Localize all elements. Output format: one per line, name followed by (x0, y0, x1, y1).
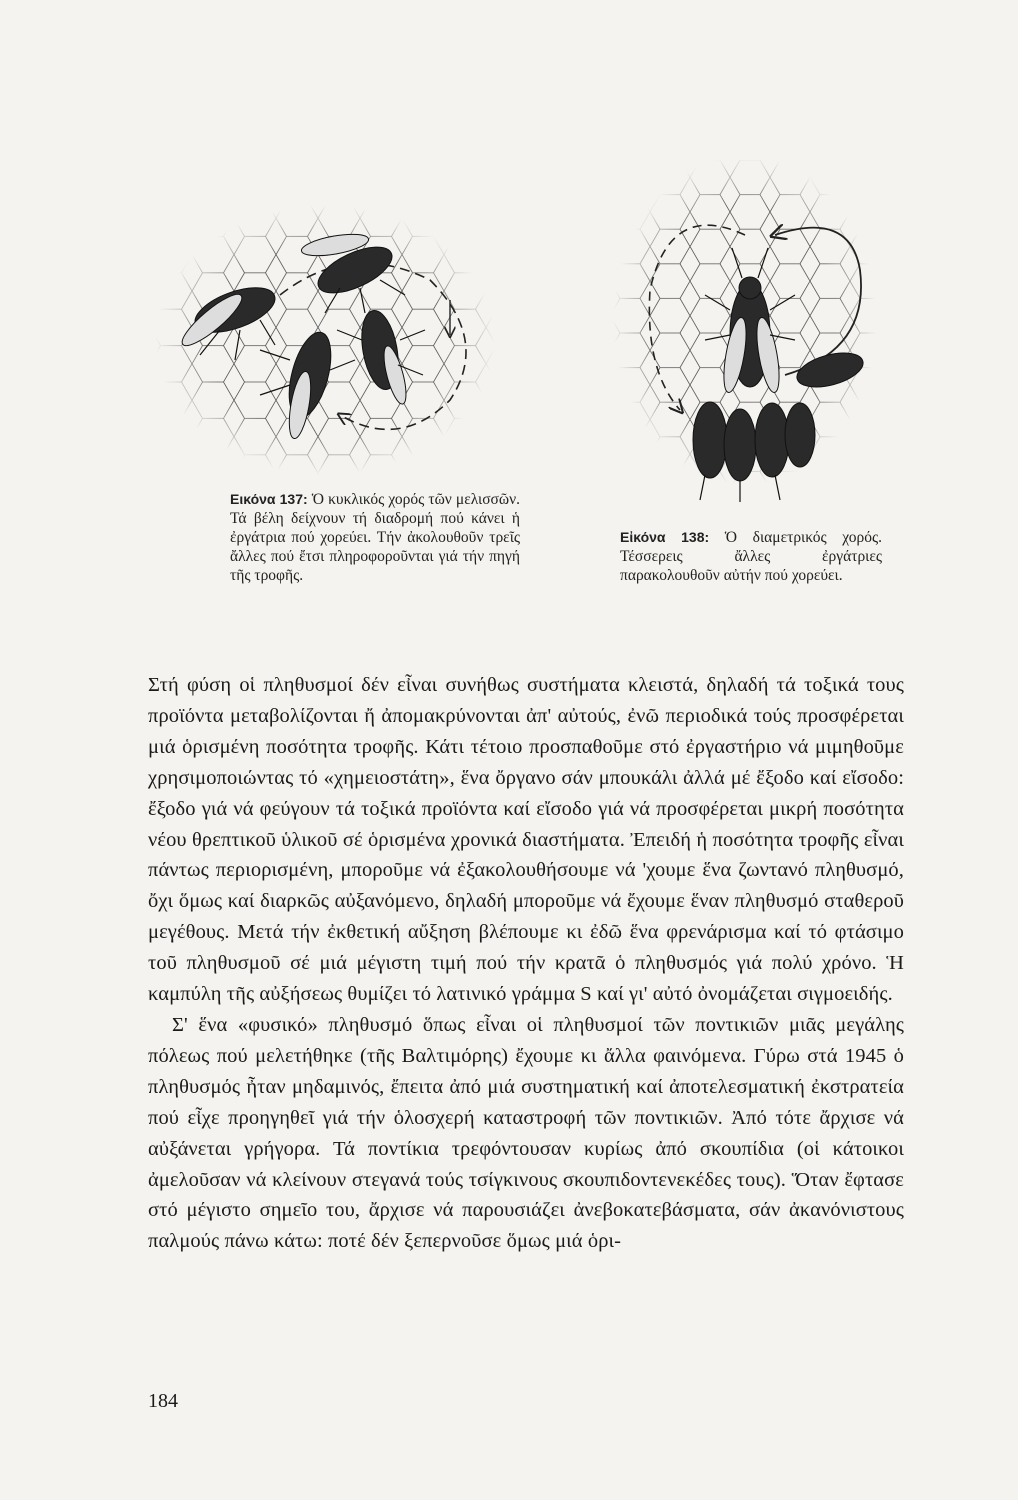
paragraph: Στή φύση οἱ πληθυσμοί δέν εἶναι συνήθως συστήματα κλειστά, δηλαδή τά τοξικά τους προϊόντα μεταβολίζονται ἤ ἀπομακρύνονται ἀπ' αὐτούς, ἐνῶ περιοδικά τούς προσφέρεται μιά ὁρισμένη ποσότητα τροφῆς. Κάτι τέτοιο προσπαθοῦμε στό ἐργαστήριο νά μιμηθοῦμε χρησιμοποιώντας τό «χημειοστάτη», ἕνα ὄργανο σάν μπουκάλι ἀλλά μέ ἔξοδο καί εἴσοδο: ἔξοδο γιά νά φεύγουν τά τοξικά προϊόντα καί εἴσοδο γιά νά προσφέρεται μικρή ποσότητα νέου θρεπτικοῦ ὑλικοῦ σέ ὁρισμένα χρονικά διαστήματα. Ἐπειδή ἡ ποσότητα τροφῆς εἶναι πάντως περιορισμένη, μποροῦμε νά ἐξακολουθήσουμε νά 'χουμε ἕνα ζωντανό πληθυσμό, ὄχι ὅμως καί διαρκῶς αὐξανόμενο, δηλαδή μποροῦμε νά ἔχουμε ἕναν πληθυσμό σταθεροῦ μεγέθους. Μετά τήν ἐκθετική αὔξηση βλέπουμε κι ἐδῶ ἕνα φρενάρισμα καί τό φτάσιμο τοῦ πληθυσμοῦ σέ μιά μέγιστη τιμή πού τήν κρατᾶ ὁ πληθυσμός γιά πολύ χρόνο. Ἡ καμπύλη τῆς αὐξήσεως θυμίζει τό λατινικό γράμμα S καί γι' αὐτό ὀνομάζεται σιγμοειδής. (148, 674, 904, 1006)
bee-waggle-dance-illustration (610, 160, 880, 505)
figure-137-caption-text: Ὁ κυκλικός χορός τῶν μελισσῶν. Τά βέλη δείχνουν τή διαδρομή πού κάνει ἡ ἐργάτρια πού χορεύει. Τήν ἀκολουθοῦν τρεῖς ἄλλες πού ἔτσι πληροφοροῦνται γιά τήν πηγή τῆς τροφῆς. (230, 491, 520, 584)
main-text (148, 670, 904, 1257)
bee-round-dance-illustration (150, 200, 500, 485)
figure-138-waggle-dance (610, 160, 880, 505)
figure-137-round-dance (150, 200, 500, 485)
page-number: 184 (148, 1390, 178, 1412)
figure-138-label: Εἰκόνα 138: (620, 529, 710, 545)
figure-137-label: Εικόνα 137: (230, 491, 308, 507)
paragraph: Σ' ἕνα «φυσικό» πληθυσμό ὅπως εἶναι οἱ πληθυσμοί τῶν ποντικιῶν μιᾶς μεγάλης πόλεως πού μελετήθηκε (τῆς Βαλτιμόρης) ἔχουμε κι ἄλλα φαινόμενα. Γύρω στά 1945 ὁ πληθυσμός ἦταν μηδαμινός, ἔπειτα ἀπό μιά συστηματική καί ἀποτελεσματική ἐκστρατεία πού εἶχε προηγηθεῖ γιά τήν ὁλοσχερή καταστροφή τῶν ποντικιῶν. Ἀπό τότε ἄρχισε νά αὐξάνεται γρήγορα. Τά ποντίκια τρεφόντουσαν κυρίως ἀπό σκουπίδια (οἱ κάτοικοι ἀμελοῦσαν νά κλείνουν στεγανά τούς τσίγκινους σκουπιδοντενεκέδες τους). Ὅταν ἔφτασε στό μέγιστο σημεῖο του, ἄρχισε νά παρουσιάζει ἀνεβοκατεβάσματα, σάν ἀκανόνιστους παλμούς πάνω κάτω: ποτέ δέν ξεπερνοῦσε ὅμως μιά ὁρι- (148, 1013, 904, 1253)
figure-138-caption-text: Ὁ διαμετρικός χορός. Τέσσερεις ἄλλες ἐργάτριες παρακολουθοῦν αὐτήν πού χορεύει. (620, 529, 882, 584)
figure-137-caption (230, 490, 520, 585)
figure-138-caption (620, 528, 882, 585)
